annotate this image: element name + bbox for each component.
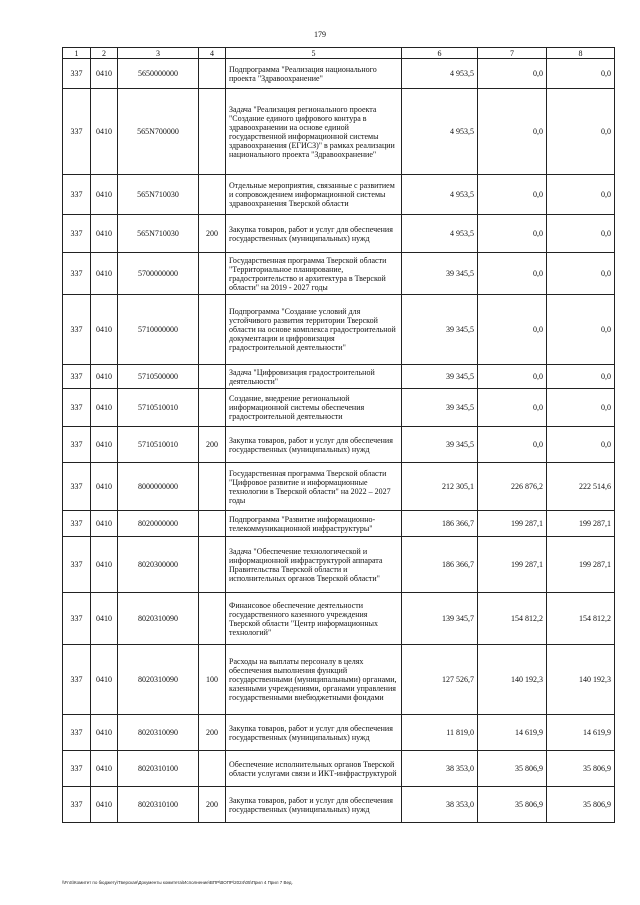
cell-ministry-code: 337 <box>63 593 91 645</box>
cell-description: Подпрограмма "Создание условий для устойчивого развития территории Тверской области на основе комплекса градостроительной документации и цифровизация градостроительной деятельности" <box>226 295 402 365</box>
table-row <box>63 389 615 427</box>
cell-section-code: 0410 <box>91 715 118 751</box>
cell-ministry-code: 337 <box>63 89 91 175</box>
cell-amount-col8: 14 619,9 <box>547 715 615 751</box>
cell-expense-type: 200 <box>199 787 226 823</box>
cell-amount-col6: 39 345,5 <box>402 253 478 295</box>
cell-expense-type <box>199 537 226 593</box>
cell-amount-col8: 199 287,1 <box>547 511 615 537</box>
cell-ministry-code: 337 <box>63 787 91 823</box>
cell-expense-type <box>199 593 226 645</box>
cell-section-code: 0410 <box>91 511 118 537</box>
cell-target-article: 565N710030 <box>118 175 199 215</box>
table-row <box>63 295 615 365</box>
cell-section-code: 0410 <box>91 295 118 365</box>
cell-description: Создание, внедрение региональной информационной системы обеспечения градостроительной деятельности <box>226 389 402 427</box>
budget-table <box>62 47 615 823</box>
cell-amount-col8: 0,0 <box>547 365 615 389</box>
cell-amount-col7: 0,0 <box>478 253 547 295</box>
table-row <box>63 463 615 511</box>
cell-section-code: 0410 <box>91 427 118 463</box>
cell-amount-col7: 0,0 <box>478 89 547 175</box>
cell-amount-col7: 154 812,2 <box>478 593 547 645</box>
column-header: 3 <box>118 48 199 59</box>
cell-expense-type <box>199 463 226 511</box>
cell-section-code: 0410 <box>91 787 118 823</box>
cell-ministry-code: 337 <box>63 215 91 253</box>
cell-target-article: 8020310100 <box>118 787 199 823</box>
cell-description: Задача "Обеспечение технологической и информационной инфраструктурой аппарата Правительства Тверской области и исполнительных органов Тверской области" <box>226 537 402 593</box>
cell-target-article: 5710000000 <box>118 295 199 365</box>
cell-section-code: 0410 <box>91 645 118 715</box>
cell-description: Отдельные мероприятия, связанные с развитием и сопровождением информационной системы здравоохранения Тверской области <box>226 175 402 215</box>
cell-target-article: 8020300000 <box>118 537 199 593</box>
column-header: 7 <box>478 48 547 59</box>
cell-amount-col6: 186 366,7 <box>402 537 478 593</box>
cell-amount-col8: 140 192,3 <box>547 645 615 715</box>
cell-ministry-code: 337 <box>63 295 91 365</box>
cell-expense-type <box>199 59 226 89</box>
column-header: 1 <box>63 48 91 59</box>
footer-file-path: \\FnS\Комитет по бюджету\Тверская\Документы комитета\Исполнение\ВПР\ВОПР\2024\05\Прил 4 Прил 7 Вед. <box>62 880 293 885</box>
cell-ministry-code: 337 <box>63 751 91 787</box>
table-row <box>63 593 615 645</box>
column-header: 2 <box>91 48 118 59</box>
cell-expense-type <box>199 175 226 215</box>
cell-description: Финансовое обеспечение деятельности государственного казенного учреждения Тверской области "Центр информационных технологий" <box>226 593 402 645</box>
cell-target-article: 8020000000 <box>118 511 199 537</box>
table-header <box>63 48 615 59</box>
cell-expense-type: 100 <box>199 645 226 715</box>
cell-target-article: 8020310090 <box>118 715 199 751</box>
cell-amount-col7: 140 192,3 <box>478 645 547 715</box>
cell-expense-type <box>199 365 226 389</box>
cell-expense-type <box>199 511 226 537</box>
cell-ministry-code: 337 <box>63 389 91 427</box>
cell-amount-col8: 0,0 <box>547 427 615 463</box>
table-row <box>63 715 615 751</box>
cell-amount-col7: 0,0 <box>478 365 547 389</box>
cell-amount-col8: 0,0 <box>547 295 615 365</box>
cell-amount-col8: 222 514,6 <box>547 463 615 511</box>
cell-amount-col8: 0,0 <box>547 59 615 89</box>
cell-target-article: 565N700000 <box>118 89 199 175</box>
table-row <box>63 645 615 715</box>
cell-amount-col8: 154 812,2 <box>547 593 615 645</box>
cell-expense-type <box>199 253 226 295</box>
cell-ministry-code: 337 <box>63 175 91 215</box>
cell-description: Задача "Реализация регионального проекта "Создание единого цифрового контура в здравоохранении на основе единой государственной информационной системы здравоохранения (ЕГИСЗ)" в рамках реализации национального проекта "Здравоохранение" <box>226 89 402 175</box>
cell-amount-col8: 0,0 <box>547 389 615 427</box>
cell-amount-col7: 0,0 <box>478 295 547 365</box>
cell-amount-col6: 4 953,5 <box>402 175 478 215</box>
cell-expense-type <box>199 89 226 175</box>
cell-amount-col6: 39 345,5 <box>402 389 478 427</box>
cell-amount-col8: 0,0 <box>547 89 615 175</box>
table-row <box>63 787 615 823</box>
cell-ministry-code: 337 <box>63 253 91 295</box>
cell-amount-col7: 14 619,9 <box>478 715 547 751</box>
cell-description: Обеспечение исполнительных органов Тверской области услугами связи и ИКТ-инфраструктурой <box>226 751 402 787</box>
cell-amount-col7: 0,0 <box>478 175 547 215</box>
cell-expense-type <box>199 751 226 787</box>
cell-description: Государственная программа Тверской области "Цифровое развитие и информационные технологии в Тверской области" на 2022 – 2027 годы <box>226 463 402 511</box>
cell-target-article: 5700000000 <box>118 253 199 295</box>
cell-description: Закупка товаров, работ и услуг для обеспечения государственных (муниципальных) нужд <box>226 427 402 463</box>
column-header: 6 <box>402 48 478 59</box>
cell-description: Государственная программа Тверской области "Территориальное планирование, градостроительство и архитектура в Тверской области" на 2019 - 2027 годы <box>226 253 402 295</box>
cell-amount-col6: 4 953,5 <box>402 59 478 89</box>
cell-expense-type <box>199 295 226 365</box>
cell-section-code: 0410 <box>91 59 118 89</box>
cell-description: Закупка товаров, работ и услуг для обеспечения государственных (муниципальных) нужд <box>226 787 402 823</box>
cell-ministry-code: 337 <box>63 59 91 89</box>
cell-target-article: 5710510010 <box>118 427 199 463</box>
cell-amount-col7: 0,0 <box>478 215 547 253</box>
cell-target-article: 8020310090 <box>118 645 199 715</box>
cell-amount-col6: 11 819,0 <box>402 715 478 751</box>
cell-amount-col7: 35 806,9 <box>478 787 547 823</box>
cell-target-article: 5650000000 <box>118 59 199 89</box>
table-body <box>63 59 615 823</box>
cell-amount-col6: 212 305,1 <box>402 463 478 511</box>
cell-section-code: 0410 <box>91 253 118 295</box>
cell-ministry-code: 337 <box>63 537 91 593</box>
cell-ministry-code: 337 <box>63 427 91 463</box>
table-row <box>63 365 615 389</box>
cell-description: Задача "Цифровизация градостроительной деятельности" <box>226 365 402 389</box>
page-number: 179 <box>314 30 326 39</box>
cell-amount-col6: 139 345,7 <box>402 593 478 645</box>
cell-amount-col8: 35 806,9 <box>547 751 615 787</box>
column-header: 5 <box>226 48 402 59</box>
table-row <box>63 751 615 787</box>
cell-target-article: 565N710030 <box>118 215 199 253</box>
cell-description: Закупка товаров, работ и услуг для обеспечения государственных (муниципальных) нужд <box>226 215 402 253</box>
cell-section-code: 0410 <box>91 175 118 215</box>
cell-amount-col6: 127 526,7 <box>402 645 478 715</box>
table-row <box>63 215 615 253</box>
cell-section-code: 0410 <box>91 537 118 593</box>
cell-amount-col6: 4 953,5 <box>402 89 478 175</box>
cell-target-article: 5710510010 <box>118 389 199 427</box>
cell-target-article: 8000000000 <box>118 463 199 511</box>
cell-section-code: 0410 <box>91 365 118 389</box>
table-row <box>63 89 615 175</box>
cell-amount-col6: 186 366,7 <box>402 511 478 537</box>
cell-amount-col8: 0,0 <box>547 215 615 253</box>
cell-section-code: 0410 <box>91 215 118 253</box>
cell-amount-col6: 38 353,0 <box>402 751 478 787</box>
cell-amount-col7: 35 806,9 <box>478 751 547 787</box>
table-row <box>63 427 615 463</box>
cell-expense-type: 200 <box>199 715 226 751</box>
cell-amount-col7: 199 287,1 <box>478 537 547 593</box>
cell-description: Подпрограмма "Реализация национального проекта "Здравоохранение" <box>226 59 402 89</box>
cell-section-code: 0410 <box>91 89 118 175</box>
cell-amount-col7: 0,0 <box>478 59 547 89</box>
cell-ministry-code: 337 <box>63 511 91 537</box>
column-header: 8 <box>547 48 615 59</box>
cell-amount-col8: 35 806,9 <box>547 787 615 823</box>
cell-target-article: 8020310100 <box>118 751 199 787</box>
cell-section-code: 0410 <box>91 463 118 511</box>
cell-section-code: 0410 <box>91 593 118 645</box>
cell-description: Закупка товаров, работ и услуг для обеспечения государственных (муниципальных) нужд <box>226 715 402 751</box>
cell-expense-type <box>199 389 226 427</box>
table-row <box>63 59 615 89</box>
cell-amount-col7: 0,0 <box>478 389 547 427</box>
column-header: 4 <box>199 48 226 59</box>
cell-ministry-code: 337 <box>63 645 91 715</box>
cell-amount-col8: 0,0 <box>547 175 615 215</box>
cell-description: Подпрограмма "Развитие информационно-телекоммуникационной инфраструктуры" <box>226 511 402 537</box>
cell-expense-type: 200 <box>199 427 226 463</box>
cell-amount-col8: 0,0 <box>547 253 615 295</box>
table-row <box>63 175 615 215</box>
cell-expense-type: 200 <box>199 215 226 253</box>
cell-amount-col7: 0,0 <box>478 427 547 463</box>
table-row <box>63 253 615 295</box>
cell-amount-col6: 39 345,5 <box>402 427 478 463</box>
table-row <box>63 537 615 593</box>
cell-ministry-code: 337 <box>63 365 91 389</box>
cell-section-code: 0410 <box>91 751 118 787</box>
cell-amount-col7: 199 287,1 <box>478 511 547 537</box>
cell-amount-col6: 39 345,5 <box>402 295 478 365</box>
cell-ministry-code: 337 <box>63 463 91 511</box>
cell-amount-col8: 199 287,1 <box>547 537 615 593</box>
cell-ministry-code: 337 <box>63 715 91 751</box>
table-row <box>63 511 615 537</box>
cell-description: Расходы на выплаты персоналу в целях обеспечения выполнения функций государственными (муниципальными) органами, казенными учреждениями, органами управления государственными внебюджетными фондами <box>226 645 402 715</box>
cell-amount-col6: 4 953,5 <box>402 215 478 253</box>
cell-amount-col6: 38 353,0 <box>402 787 478 823</box>
cell-target-article: 5710500000 <box>118 365 199 389</box>
cell-target-article: 8020310090 <box>118 593 199 645</box>
cell-amount-col7: 226 876,2 <box>478 463 547 511</box>
cell-amount-col6: 39 345,5 <box>402 365 478 389</box>
cell-section-code: 0410 <box>91 389 118 427</box>
